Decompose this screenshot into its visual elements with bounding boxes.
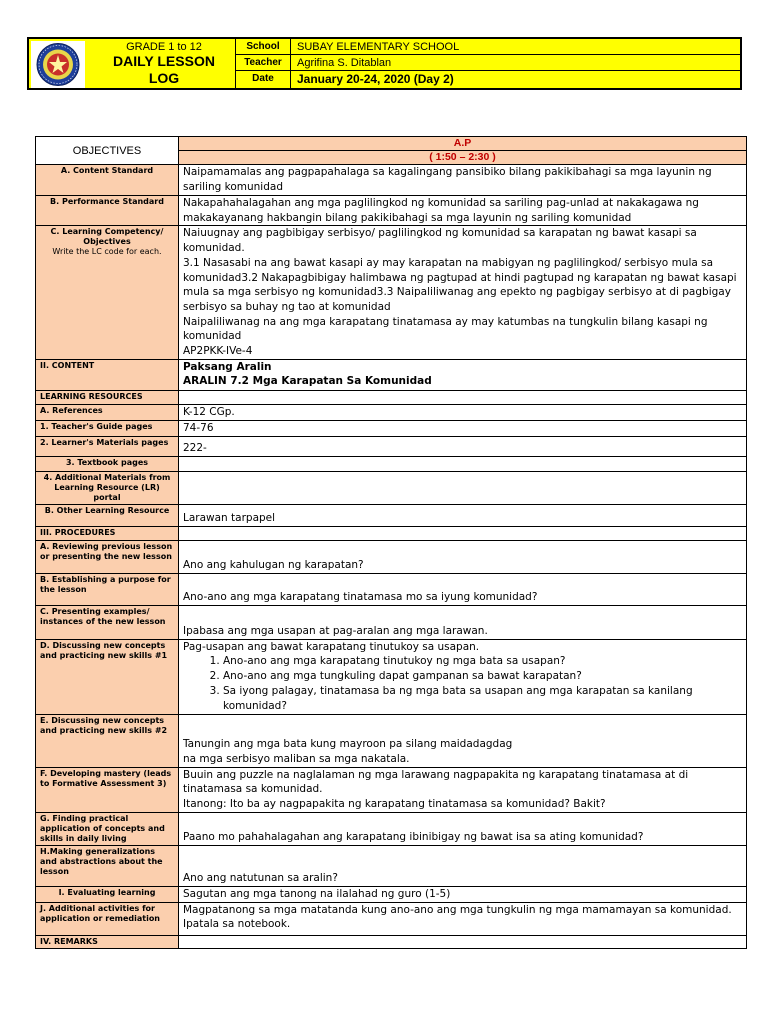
content-standard-value: Naipamamalas ang pagpapahalaga sa kagalingang pansibiko bilang pakikibahagi sa mga layunin ng sariling komunidad — [179, 165, 747, 196]
other-label: B. Other Learning Resource — [36, 504, 179, 526]
list-item: 3. Sa iyong palagay, tinatamasa ba ng mga bata sa usapan ang mga karapatan sa kanilang komunidad? — [223, 684, 742, 713]
tg-value: 74-76 — [179, 420, 747, 436]
competency-value — [179, 226, 747, 359]
date-value: January 20-24, 2020 (Day 2) — [297, 72, 454, 86]
teacher-value: Agrifina S. Ditablan — [297, 57, 392, 69]
content-label: II. CONTENT — [36, 359, 179, 390]
objectives-header: OBJECTIVES — [36, 137, 179, 165]
school-value: SUBAY ELEMENTARY SCHOOL — [297, 41, 460, 53]
c-label: C. Presenting examples/ instances of the new lesson — [36, 605, 179, 639]
f-line2: Itanong: Ito ba ay nagpapakita ng karapatang tinatamasa sa komunidad? Bakit? — [183, 798, 606, 811]
performance-standard-value: Nakapahahalagahan ang mga paglilingkod ng komunidad sa sariling pag-unlad at nakakagawa ng makakayanang hakbangin bilang pakikibahagi sa mga layunin ng sariling komunidad — [179, 196, 747, 226]
e-label: E. Discussing new concepts and practicing new skills #2 — [36, 714, 179, 767]
list-item: 1. Ano-ano ang mga karapatang tinutukoy ng mga bata sa usapan? — [223, 654, 742, 669]
header-info — [235, 39, 742, 88]
title-line1: DAILY LESSON — [113, 53, 215, 69]
lm-value: 222- — [179, 436, 747, 456]
remarks-label: IV. REMARKS — [36, 935, 179, 948]
content-standard-label: A. Content Standard — [36, 165, 179, 196]
i-value: Sagutan ang mga tanong na ilalahad ng guro (1-5) — [179, 886, 747, 902]
competency-line: Naiuugnay ang pagbibigay serbisyo/ paglilingkod ng komunidad sa karapatan ng bawat kasapi sa komunidad. — [183, 227, 697, 255]
references-label: A. References — [36, 404, 179, 420]
e-value — [179, 714, 747, 767]
i-label: I. Evaluating learning — [36, 886, 179, 902]
a-label: A. Reviewing previous lesson or presenting the new lesson — [36, 540, 179, 573]
additional-label: 4. Additional Materials from Learning Resource (LR) portal — [36, 471, 179, 504]
procedures-label: III. PROCEDURES — [36, 526, 179, 540]
time-header: ( 1:50 – 2:30 ) — [179, 151, 747, 165]
lm-label: 2. Learner's Materials pages — [36, 436, 179, 456]
competency-code: AP2PKK-IVe-4 — [183, 345, 253, 358]
textbook-value — [179, 456, 747, 471]
textbook-label: 3. Textbook pages — [36, 456, 179, 471]
additional-value — [179, 471, 747, 504]
competency-note: Write the LC code for each. — [52, 247, 162, 257]
competency-label-cell — [36, 226, 179, 359]
lesson-table — [35, 136, 747, 949]
remarks-value — [179, 935, 747, 948]
list-item: 2. Ano-ano ang mga tungkuling dapat gampanan sa bawat karapatan? — [223, 669, 742, 684]
d-label: D. Discussing new concepts and practicing new skills #1 — [36, 639, 179, 714]
e-line2: na mga serbisyo maliban sa mga nakatala. — [183, 753, 410, 766]
date-label: Date — [235, 71, 291, 88]
content-value — [179, 359, 747, 390]
references-value: K-12 CGp. — [179, 404, 747, 420]
j-label: J. Additional activities for application or remediation — [36, 902, 179, 935]
h-label: H.Making generalizations and abstractions about the lesson — [36, 845, 179, 886]
f-label: F. Developing mastery (leads to Formative Assessment 3) — [36, 767, 179, 812]
a-value: Ano ang kahulugan ng karapatan? — [179, 540, 747, 573]
j-value: Magpatanong sa mga matatanda kung ano-ano ang mga tungkulin ng mga mamamayan sa komunidad. Ipatala sa notebook. — [179, 902, 747, 935]
h-value: Ano ang natutunan sa aralin? — [179, 845, 747, 886]
d-question-list — [183, 654, 742, 713]
content-line1: Paksang Aralin — [183, 360, 272, 373]
date-row — [235, 71, 742, 88]
b-value: Ano-ano ang mga karapatang tinatamasa mo sa iyung komunidad? — [179, 573, 747, 605]
d-value — [179, 639, 747, 714]
resources-value — [179, 390, 747, 404]
school-label: School — [235, 39, 291, 54]
title-line2: LOG — [148, 70, 180, 86]
school-row — [235, 39, 742, 55]
other-value: Larawan tarpapel — [179, 504, 747, 526]
g-value: Paano mo pahahalagahan ang karapatang ibinibigay ng bawat isa sa ating komunidad? — [179, 812, 747, 845]
f-value — [179, 767, 747, 812]
g-label: G. Finding practical application of concepts and skills in daily living — [36, 812, 179, 845]
e-line1: Tanungin ang mga bata kung mayroon pa silang maidadagdag — [183, 738, 513, 751]
header-block — [27, 37, 742, 90]
competency-line: Naipaliliwanag na ang mga karapatang tinatamasa ay may katumbas na tungkulin bilang kasapi ng komunidad — [183, 315, 708, 343]
title-box — [87, 39, 241, 88]
c-value: Ipabasa ang mga usapan at pag-aralan ang mga larawan. — [179, 605, 747, 639]
procedures-value — [179, 526, 747, 540]
b-label: B. Establishing a purpose for the lesson — [36, 573, 179, 605]
resources-label: LEARNING RESOURCES — [36, 390, 179, 404]
grade-level: GRADE 1 to 12 — [126, 41, 202, 53]
competency-line: 3.1 Nasasabi na ang bawat kasapi ay may karapatan na mabigyan ng paglilingkod/ serbisyo mula sa komunidad3.2 Nakapagbibigay halimbawa ng pagtupad at hindi pagtupad ng karapatan ng bawat kasapi mula sa mga serbisyo ng komunidad3.3 Naipaliliwanag ang epekto ng pagbigay serbisyo at di pagbigay serbisyo sa buhay ng tao at komunidad — [183, 256, 737, 313]
tg-label: 1. Teacher's Guide pages — [36, 420, 179, 436]
f-line1: Buuin ang puzzle na naglalaman ng mga larawang nagpapakita ng karapatang tinatamasa at di tinatamasa sa komunidad. — [183, 768, 689, 796]
performance-standard-label: B. Performance Standard — [36, 196, 179, 226]
teacher-row — [235, 55, 742, 71]
d-intro: Pag-usapan ang bawat karapatang tinutukoy sa usapan. — [183, 640, 480, 653]
subject-header: A.P — [179, 137, 747, 151]
deped-seal-icon — [31, 41, 85, 88]
competency-label: C. Learning Competency/ Objectives — [50, 227, 164, 247]
teacher-label: Teacher — [235, 55, 291, 70]
content-line2: ARALIN 7.2 Mga Karapatan Sa Komunidad — [183, 375, 432, 388]
